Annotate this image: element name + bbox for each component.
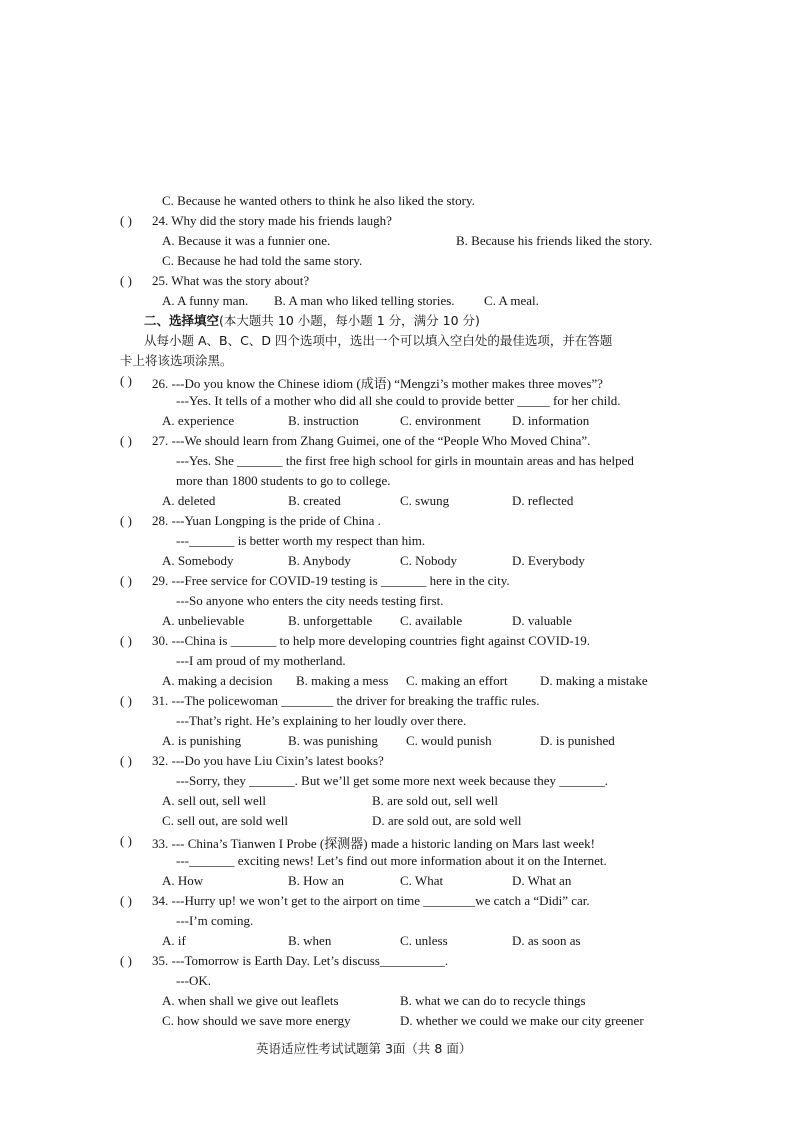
question-30-option-b: B. making a mess: [296, 673, 389, 688]
answer-blank-31[interactable]: ( ): [120, 693, 132, 708]
page-footer: 英语适应性考试试题第 3面（共 8 面）: [256, 1041, 472, 1056]
question-34-stem: 34. ---Hurry up! we won’t get to the airport on time ________we catch a “Didi” car.: [152, 893, 590, 908]
prev-question-option-c: C. Because he wanted others to think he also liked the story.: [162, 193, 475, 208]
question-27-option-d: D. reflected: [512, 493, 574, 508]
question-34-option-b: B. when: [288, 933, 332, 948]
question-34-reply: ---I’m coming.: [176, 913, 254, 928]
question-26-reply: ---Yes. It tells of a mother who did all she could to provide better _____ for her child.: [176, 393, 621, 408]
question-31-option-d: D. is punished: [540, 733, 615, 748]
question-26-option-d: D. information: [512, 413, 590, 428]
question-27-option-a: A. deleted: [162, 493, 216, 508]
question-30-option-d: D. making a mistake: [540, 673, 648, 688]
question-34-option-c: C. unless: [400, 933, 448, 948]
question-27-stem: 27. ---We should learn from Zhang Guimei, one of the “People Who Moved China”.: [152, 433, 591, 448]
question-31-option-b: B. was punishing: [288, 733, 378, 748]
question-34-option-a: A. if: [162, 933, 186, 948]
question-30-option-a: A. making a decision: [162, 673, 273, 688]
question-28-stem: 28. ---Yuan Longping is the pride of China .: [152, 513, 381, 528]
question-26-option-a: A. experience: [162, 413, 235, 428]
question-34-option-d: D. as soon as: [512, 933, 581, 948]
question-29-option-d: D. valuable: [512, 613, 572, 628]
question-25-option-c: C. A meal.: [484, 293, 539, 308]
question-35-option-a: A. when shall we give out leaflets: [162, 993, 339, 1008]
answer-blank-25[interactable]: ( ): [120, 273, 132, 288]
question-24-option-a: A. Because it was a funnier one.: [162, 233, 331, 248]
question-30-stem: 30. ---China is _______ to help more developing countries fight against COVID-19.: [152, 633, 590, 648]
section-2-instruction-line-2: 卡上将该选项涂黑。: [120, 353, 233, 368]
answer-blank-26[interactable]: ( ): [120, 373, 132, 388]
question-25-option-b: B. A man who liked telling stories.: [274, 293, 455, 308]
question-33-stem: 33. --- China’s Tianwen I Probe (探测器) made a historic landing on Mars last week!: [152, 836, 596, 851]
question-31-option-c: C. would punish: [406, 733, 492, 748]
question-26-option-c: C. environment: [400, 413, 481, 428]
question-26-option-b: B. instruction: [288, 413, 359, 428]
question-25-option-a: A. A funny man.: [162, 293, 249, 308]
answer-blank-29[interactable]: ( ): [120, 573, 132, 588]
question-28-option-c: C. Nobody: [400, 553, 458, 568]
question-27-option-b: B. created: [288, 493, 341, 508]
question-28-reply: ---_______ is better worth my respect than him.: [176, 533, 426, 548]
question-35-option-b: B. what we can do to recycle things: [400, 993, 586, 1008]
question-26-stem: 26. ---Do you know the Chinese idiom (成语) “Mengzi’s mother makes three moves”?: [152, 376, 603, 391]
question-24-stem: 24. Why did the story made his friends laugh?: [152, 213, 392, 228]
answer-blank-24[interactable]: ( ): [120, 213, 132, 228]
question-29-option-a: A. unbelievable: [162, 613, 245, 628]
answer-blank-32[interactable]: ( ): [120, 753, 132, 768]
question-35-stem: 35. ---Tomorrow is Earth Day. Let’s discuss__________.: [152, 953, 449, 968]
question-32-option-c: C. sell out, are sold well: [162, 813, 289, 828]
answer-blank-27[interactable]: ( ): [120, 433, 132, 448]
section-2-note: (本大题共 10 小题，每小题 1 分，满分 10 分): [219, 313, 480, 328]
question-35-reply: ---OK.: [176, 973, 212, 988]
question-32-reply: ---Sorry, they _______. But we’ll get some more next week because they _______.: [176, 773, 609, 788]
question-32-option-b: B. are sold out, sell well: [372, 793, 499, 808]
question-31-reply: ---That’s right. He’s explaining to her loudly over there.: [176, 713, 467, 728]
question-33-reply: ---_______ exciting news! Let’s find out more information about it on the Internet.: [176, 853, 607, 868]
section-2-heading: [144, 313, 480, 329]
question-27-reply: ---Yes. She _______ the first free high school for girls in mountain areas and has helped: [176, 453, 634, 468]
question-30-reply: ---I am proud of my motherland.: [176, 653, 346, 668]
question-28-option-a: A. Somebody: [162, 553, 234, 568]
section-2-instruction-line-1: 从每小题 A、B、C、D 四个选项中，选出一个可以填入空白处的最佳选项，并在答题: [144, 333, 613, 348]
section-2-title: 二、选择填空: [144, 313, 220, 328]
question-29-option-c: C. available: [400, 613, 463, 628]
question-35-option-c: C. how should we save more energy: [162, 1013, 351, 1028]
question-28-option-d: D. Everybody: [512, 553, 585, 568]
question-32-stem: 32. ---Do you have Liu Cixin’s latest books?: [152, 753, 384, 768]
question-35-option-d: D. whether we could we make our city greener: [400, 1013, 644, 1028]
question-29-stem: 29. ---Free service for COVID-19 testing is _______ here in the city.: [152, 573, 510, 588]
question-25-stem: 25. What was the story about?: [152, 273, 310, 288]
answer-blank-33[interactable]: ( ): [120, 833, 132, 848]
question-24-option-b: B. Because his friends liked the story.: [456, 233, 653, 248]
question-24-option-c: C. Because he had told the same story.: [162, 253, 363, 268]
answer-blank-28[interactable]: ( ): [120, 513, 132, 528]
question-32-option-a: A. sell out, sell well: [162, 793, 266, 808]
answer-blank-30[interactable]: ( ): [120, 633, 132, 648]
question-31-stem: 31. ---The policewoman ________ the driver for breaking the traffic rules.: [152, 693, 540, 708]
question-27-reply-cont: more than 1800 students to go to college.: [176, 473, 391, 488]
question-27-option-c: C. swung: [400, 493, 450, 508]
question-33-option-a: A. How: [162, 873, 204, 888]
question-33-option-b: B. How an: [288, 873, 344, 888]
question-30-option-c: C. making an effort: [406, 673, 508, 688]
question-31-option-a: A. is punishing: [162, 733, 242, 748]
question-28-option-b: B. Anybody: [288, 553, 351, 568]
answer-blank-35[interactable]: ( ): [120, 953, 132, 968]
question-32-option-d: D. are sold out, are sold well: [372, 813, 522, 828]
question-29-reply: ---So anyone who enters the city needs testing first.: [176, 593, 444, 608]
answer-blank-34[interactable]: ( ): [120, 893, 132, 908]
question-33-option-c: C. What: [400, 873, 444, 888]
question-33-option-d: D. What an: [512, 873, 572, 888]
question-29-option-b: B. unforgettable: [288, 613, 373, 628]
